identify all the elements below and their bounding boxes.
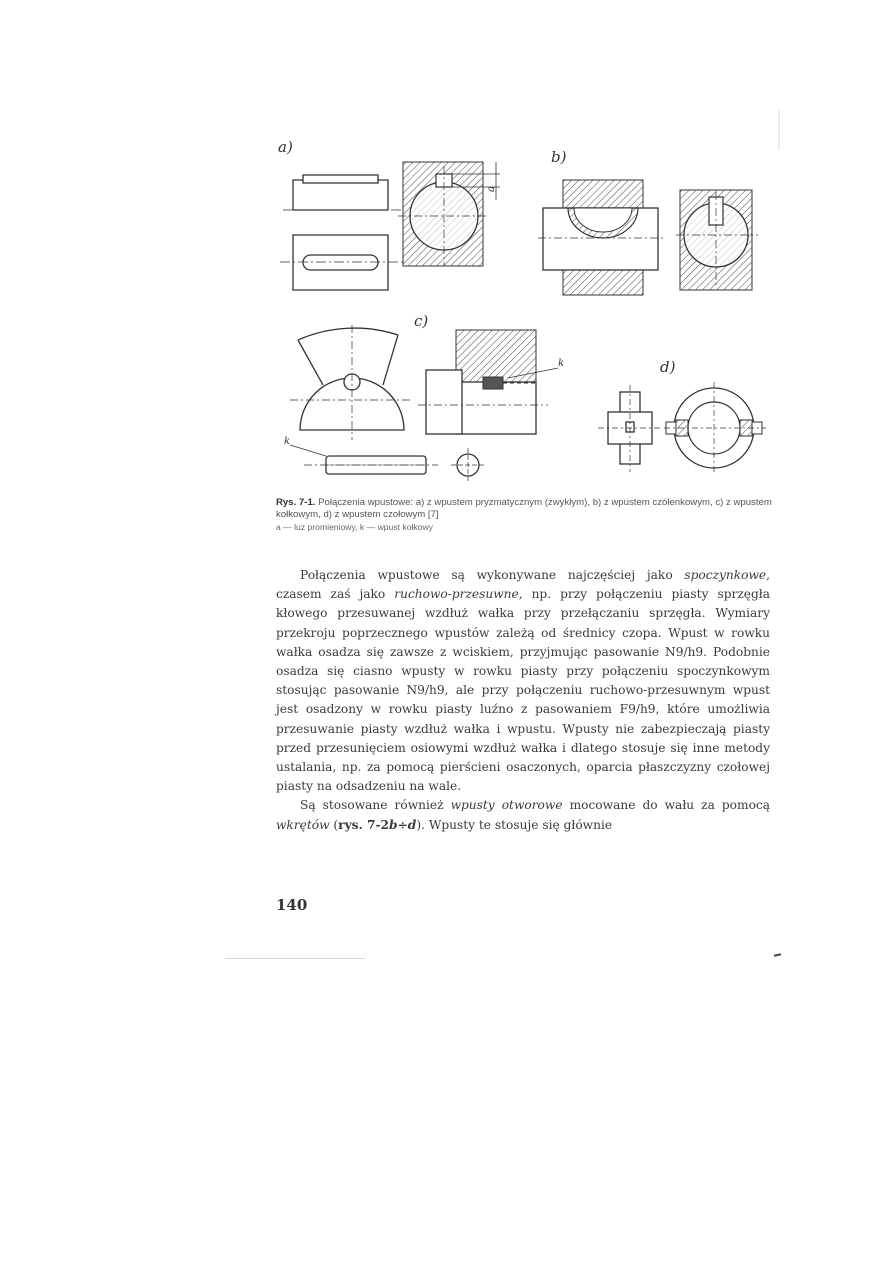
p1-text-1: Połączenia wpustowe są wykonywane najczęściej jako (300, 568, 685, 582)
p2-text-4: ). Wpusty te stosuje się głównie (416, 817, 613, 832)
label-d: d) (660, 358, 676, 376)
p2-text-1: Są stosowane również (300, 798, 451, 813)
p2-figure-reference (338, 818, 416, 832)
panel-d-face-key-side-view (598, 385, 662, 472)
p2-text-2: mocowane do wału za pomocą (562, 798, 771, 813)
paragraph-1 (276, 566, 770, 796)
p2-text-3: ( (329, 817, 339, 832)
p2-ref-range: b÷d (389, 817, 417, 832)
panel-b-woodruff-cross-section (676, 190, 758, 290)
caption-legend: a — luz promieniowy, k — wpust kołkowy (276, 522, 433, 532)
key-label-k-top: k (558, 358, 565, 369)
panel-c-pin-key-section-view (418, 330, 564, 434)
label-c: c) (414, 312, 429, 330)
label-a: a) (278, 138, 293, 156)
p2-term-wpusty-otworowe: wpusty otworowe (450, 798, 563, 813)
dimension-label-a: a (486, 186, 497, 192)
p2-ref-number: rys. 7-2 (338, 817, 390, 832)
scan-artifact-line (225, 958, 365, 959)
p1-term-ruchowo-przesuwne: ruchowo-przesuwne (394, 587, 519, 602)
page-number: 140 (276, 896, 308, 914)
panel-c-pin-key-front-view (290, 325, 413, 440)
key-label-k-bottom: k (284, 436, 291, 447)
figure-drawing (268, 130, 788, 490)
caption-main (276, 497, 796, 521)
p1-text-3: , np. przy połączeniu piasty sprzęgła kłowego przesuwanej wzdłuż wałka przy przełączaniu sprzęgła. Wymiary przekroju poprzecznego wpustów zależą od średnicy czopa. Wpust w rowku wałka osadza się zawsze z wciskiem, przyjmując pasowanie N9/h9. Podobnie osadza się ciasno wpusty w rowku piasty przy połączeniu spoczynkowym stosując pasowanie N9/h9, ale przy połączeniu ruchowo-przesuwnym wpust jest osadzony w rowku piasty luźno z pasowaniem F9/h9, które umożliwia przesuwanie piasty wzdłuż wałka i wpustu. Wpusty nie zabezpieczają piasty przed przesunięciem osiowymi wzdłuż wałka i dlatego stosuje się inne metody ustalania, np. za pomocą pierścieni osaczonych, oparcia płaszczyzny czołowej piasty na odsadzeniu na wale. (276, 587, 771, 794)
caption-number: Rys. 7-1. (276, 497, 316, 508)
panel-c-pin-key-detail (290, 445, 485, 482)
p1-text-2: , czasem zaś jako (276, 568, 770, 602)
panel-a-shaft-top-view (280, 235, 403, 290)
panel-a-shaft-side-view (283, 175, 403, 210)
panel-a-cross-section (398, 162, 500, 266)
paragraph-2 (276, 796, 770, 834)
caption-text: Połączenia wpustowe: a) z wpustem pryzmatycznym (zwykłym), b) z wpustem czółenkowym, c) z wpustem kołkowym, d) z wpustem czołowym [7] (276, 497, 772, 520)
p1-term-spoczynkowe: spoczynkowe (684, 568, 767, 582)
label-b: b) (551, 148, 567, 166)
body-text (276, 566, 770, 835)
panel-b-woodruff-side-view (538, 180, 663, 295)
p2-term-wkretow: wkrętów (276, 817, 330, 832)
figure-caption (276, 497, 796, 533)
scan-artifact-mark (774, 953, 781, 956)
panel-d-face-key-end-view (664, 382, 766, 474)
figure-keyed-joints (268, 130, 788, 490)
